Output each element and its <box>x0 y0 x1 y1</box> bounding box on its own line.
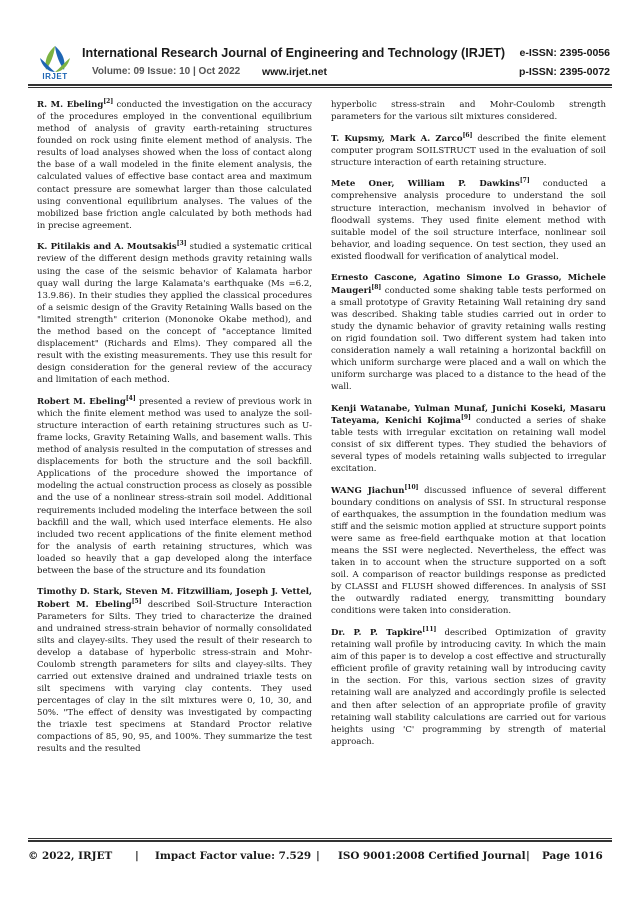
journal-website-link[interactable]: www.irjet.net <box>262 66 327 78</box>
citation-ref: [5] <box>131 597 142 605</box>
review-paragraph <box>37 99 312 232</box>
review-paragraph <box>331 272 606 393</box>
paragraph-text: described Optimization of gravity retaining wall profile by introducing cavity. In which the main aim of this paper is to develop a cost effective and structurally efficient profile of gravity retaining wall by introducing cavity in the section. For this, various section sizes of gravity retaining wall are analyzed and accordingly profile is selected and then after selection of an appropriate profile of gravity retaining wall stability calculations are carried out for various heights using 'C' programming by strength of material approach. <box>331 628 607 747</box>
author-names: T. Kupsmy, Mark A. Zarco <box>331 133 463 144</box>
footer-divider-thin <box>28 838 612 839</box>
page-footer <box>28 850 612 866</box>
paragraph-text: conducted a series of shake table tests with irregular excitation on retaining wall model consist of six different types. They studied the behaviors of several types of models retaining walls subjected to irregular excitation. <box>331 415 606 475</box>
citation-ref: [9] <box>460 413 471 421</box>
review-paragraph <box>37 396 312 577</box>
paragraph-text: conducted a comprehensive analysis procedure to understand the soil structure interaction, mechanism involved in behavior of floodwall systems. They used finite element method with suitable model of the soil structure interface, nonlinear soil behavior, and loading sequence. On test section, they used an existed floodwall for verification of analytical model. <box>331 179 606 262</box>
p-issn: p-ISSN: 2395-0072 <box>518 66 610 78</box>
footer-divider <box>28 840 612 842</box>
paragraph-text: conducted some shaking table tests performed on a small prototype of Gravity Retaining Wall retaining dry sand was described. Shaking table studies carried out in order to study the dynamic behavior of gravity retaining walls resting on rigid foundation soil. Two different system had taken into consideration namely a wall retaining a horizontal backfill on which uniform surcharge were placed and a wall on which the uniform surcharge was placed to a distance to the head of the wall. <box>331 285 606 393</box>
right-column <box>331 99 606 757</box>
footer-copyright: © 2022, IRJET <box>28 850 113 862</box>
paragraph-text: hyperbolic stress-strain and Mohr-Coulomb strength parameters for the various silt mixtures considered. <box>331 100 606 123</box>
citation-ref: [4] <box>125 394 136 402</box>
paragraph-text: described Soil-Structure Interaction Parameters for Silts. They tried to characterize the drained and undrained stress-strain behavior of normally consolidated silts and clayey-silts. They used the result of their research to develop a database of hyperbolic stress-strain and Mohr-Coulomb strength parameters for silts and clayey-silts. They carried out extensive drained and undrained triaxle tests on silt specimens with varying clay contents. They used percentages of clay in the silt mixtures were 0, 10, 30, and 50%. "The effect of density was investigated by compacting the triaxle test specimens at Standard Proctor relative compactions of 85, 90, 95, and 100%. They summarize the test results and the resulted <box>37 599 313 755</box>
author-names: Timothy D. Stark, Steven M. Fitzwilliam, Joseph J. Vettel, Robert M. Ebeling <box>37 587 312 610</box>
review-paragraph <box>331 133 606 169</box>
review-paragraph <box>331 627 606 748</box>
author-names: WANG Jiachun <box>331 485 405 496</box>
paragraph-text: discussed influence of several different boundary conditions on analysis of SSI. In structural response of earthquakes, the assumption in the foundation medium was stiff and the seismic motion applied at structure support points were same as free-field earthquake motion at that location means the SSI were neglected. Nevertheless, the effect was taken in to account when the structure supported on a soft soil. A comparison of reactor buildings response as predicted by CLASSI and FLUSH showed differences. In analysis of SSI the outwardly radiated energy, transmitting boundary conditions were taken into consideration. <box>331 485 606 617</box>
footer-iso-certification: ISO 9001:2008 Certified Journal <box>338 850 526 862</box>
author-names: Ernesto Cascone, Agatino Simone Lo Grasso, Michele Maugeri <box>331 273 606 296</box>
author-names: Kenji Watanabe, Yulman Munaf, Junichi Koseki, Masaru Tateyama, Kenichi Kojima <box>331 403 606 426</box>
review-paragraph <box>37 241 312 386</box>
citation-ref: [7] <box>519 177 530 185</box>
footer-separator: | <box>135 850 139 862</box>
logo-text: IRJET <box>42 72 68 81</box>
e-issn: e-ISSN: 2395-0056 <box>519 47 610 59</box>
footer-separator: | <box>526 850 530 862</box>
review-paragraph <box>331 178 606 263</box>
footer-separator: | <box>316 850 320 862</box>
header-divider-thin <box>28 87 612 88</box>
paragraph-text: studied a systematic critical review of the different design methods gravity retaining walls using the case of the seismic behavior of Kalamata harbor quay wall during the large Kalamata's earthquake (Ms =6.2, 13.9.86). In their studies they applied the classical procedures of a seismic design of the Gravity Retaining Walls based on the "limited strength" criterion (Mononoke Okabe method), and the method based on the concept of "acceptance limited displacement" (Richards and Elms). They compared all the result with the existing measurements. They use this result for design consideration for the general review of the accuracy and limitation of each method. <box>37 242 312 386</box>
author-names: R. M. Ebeling <box>37 100 104 110</box>
citation-ref: [8] <box>371 283 382 291</box>
citation-ref: [6] <box>462 131 473 139</box>
paragraph-text: conducted the investigation on the accuracy of the procedures employed in the conventional equilibrium method of analysis of gravity earth-retaining structures founded on rock using finite element method of analysis. The results of load analyses showed when the loss of contact along the base of a wall modeled in the finite element analysis, the calculated values of effective base contact area and maximum contact pressure are somewhat larger than those calculated using conventional equilibrium analyses. The values of the mobilized base friction angle calculated by both methods had in precise agreement. <box>37 100 312 231</box>
volume-issue: Volume: 09 Issue: 10 | Oct 2022 <box>92 66 241 77</box>
citation-ref: [10] <box>404 483 419 491</box>
paragraph-text: described the finite element computer program SOILSTRUCT used in the evaluation of soil structure interaction of earth retaining structure. <box>331 133 606 168</box>
citation-ref: [11] <box>422 626 437 634</box>
author-names: Mete Oner, William P. Dawkins <box>331 179 520 190</box>
paragraph-text: presented a review of previous work in which the finite element method was used to analyze the soil- structure interaction of earth retaining structures such as U-frame locks, Gravity Retaining Walls, and basement walls. This method of analysis resulted in the computation of stresses and displacements for both the structure and the soil backfill. Applications of the procedure showed the importance of modeling the actual construction process as closely as possible and the use of a nonlinear stress-strain soil model. Additional requirements included modeling the interface between the soil backfill and the wall, which used interface elements. He also included two recent applications of the finite element method for the analysis of earth retaining structures, which was loaded so heavily that a gap developed along the interface between the base of the structure and its foundation <box>37 396 312 576</box>
review-paragraph-continued <box>331 99 606 123</box>
review-paragraph <box>331 403 606 475</box>
author-names: K. Pitilakis and A. Moutsakis <box>37 242 177 253</box>
footer-impact-factor: Impact Factor value: 7.529 <box>155 850 312 862</box>
review-paragraph <box>37 586 312 755</box>
author-names: Robert M. Ebeling <box>37 396 126 407</box>
left-column <box>37 99 312 765</box>
header-divider <box>28 84 612 86</box>
author-names: Dr. P. P. Tapkire <box>331 628 423 639</box>
citation-ref: [3] <box>176 240 187 248</box>
journal-title: International Research Journal of Engineering and Technology (IRJET) <box>82 46 506 60</box>
page-number: Page 1016 <box>542 850 603 862</box>
page-header <box>0 0 638 92</box>
review-paragraph <box>331 485 606 618</box>
citation-ref: [2] <box>103 98 114 106</box>
